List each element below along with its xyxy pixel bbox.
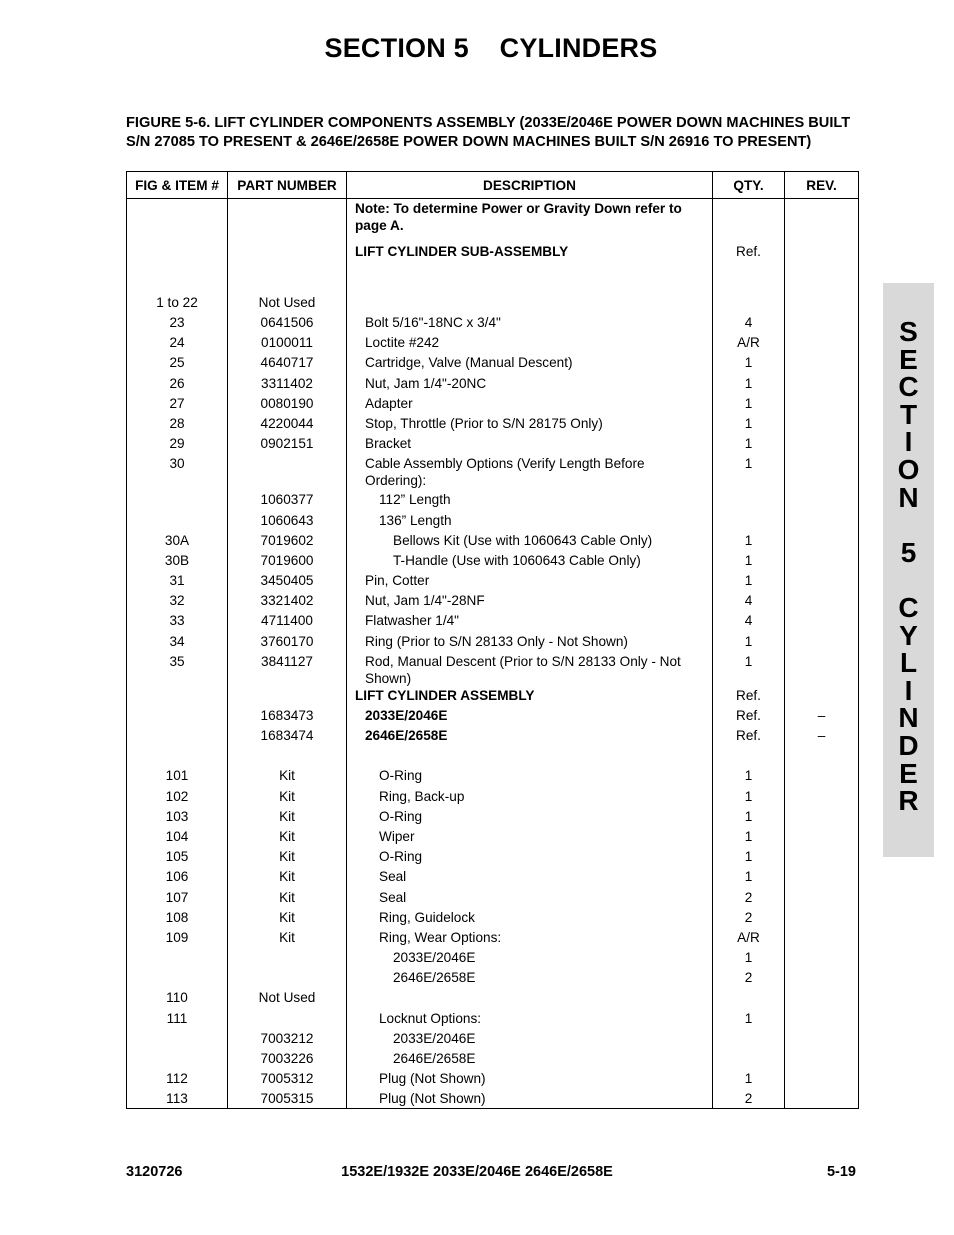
cell-qty: Ref. [713,727,785,747]
cell-desc: Loctite #242 [347,334,713,354]
cell-rev [785,909,859,929]
table-row [127,909,859,929]
cell-qty [713,199,785,235]
cell-qty: 2 [713,1090,785,1109]
cell-fig: 101 [127,747,228,787]
cell-fig: 24 [127,334,228,354]
cell-rev [785,435,859,455]
cell-desc: Wiper [347,828,713,848]
cell-rev [785,455,859,491]
column-header-rev: REV. [785,172,859,199]
cell-part [228,234,347,274]
table-row [127,415,859,435]
cell-fig: 1 to 22 [127,274,228,314]
table-row [127,1010,859,1030]
table-row [127,653,859,687]
cell-qty: 1 [713,747,785,787]
cell-fig [127,491,228,511]
table-row [127,929,859,949]
cell-fig: 106 [127,868,228,888]
cell-fig: 35 [127,653,228,687]
side-tab-label: S E C T I O N 5 C Y L I N D E R [897,316,920,817]
section-title: SECTION 5 CYLINDERS [324,33,658,63]
table-row [127,889,859,909]
cell-fig: 28 [127,415,228,435]
cell-fig: 29 [127,435,228,455]
column-header-desc: DESCRIPTION [347,172,713,199]
cell-qty: 1 [713,949,785,969]
cell-qty [713,989,785,1009]
cell-fig: 109 [127,929,228,949]
cell-rev [785,1090,859,1109]
cell-part [228,687,347,707]
cell-part: 1683474 [228,727,347,747]
cell-desc: 112” Length [347,491,713,511]
cell-qty [713,1030,785,1050]
cell-rev: – [785,727,859,747]
table-row [127,455,859,491]
cell-rev [785,415,859,435]
column-header-qty: QTY. [713,172,785,199]
cell-part: Kit [228,747,347,787]
cell-rev [785,868,859,888]
cell-desc: 136” Length [347,512,713,532]
cell-rev [785,612,859,632]
cell-part: 1683473 [228,707,347,727]
cell-desc: 2646E/2658E [347,727,713,747]
cell-desc [347,989,713,1009]
cell-rev [785,687,859,707]
cell-desc: Ring, Guidelock [347,909,713,929]
table-row [127,395,859,415]
cell-qty: Ref. [713,234,785,274]
cell-desc: O-Ring [347,808,713,828]
cell-desc: Nut, Jam 1/4"-20NC [347,375,713,395]
cell-rev [785,848,859,868]
cell-qty: 1 [713,848,785,868]
cell-fig: 30A [127,532,228,552]
cell-desc: LIFT CYLINDER ASSEMBLY [347,687,713,707]
cell-part: 3760170 [228,633,347,653]
cell-qty [713,1050,785,1070]
cell-part [228,1010,347,1030]
cell-rev [785,552,859,572]
cell-fig [127,1050,228,1070]
cell-fig: 30B [127,552,228,572]
cell-qty [713,274,785,314]
cell-rev [785,1070,859,1090]
table-row [127,989,859,1009]
cell-desc: Ring, Wear Options: [347,929,713,949]
cell-qty: 1 [713,455,785,491]
cell-desc: Cable Assembly Options (Verify Length Before Ordering): [347,455,713,491]
cell-fig: 103 [127,808,228,828]
cell-rev [785,354,859,374]
table-row [127,1050,859,1070]
cell-desc: Bellows Kit (Use with 1060643 Cable Only) [347,532,713,552]
cell-part [228,949,347,969]
column-header-fig: FIG & ITEM # [127,172,228,199]
cell-rev [785,199,859,235]
table-row [127,592,859,612]
cell-desc: O-Ring [347,848,713,868]
cell-desc: Seal [347,889,713,909]
table-row [127,314,859,334]
parts-table-body [127,199,859,1109]
cell-desc: Flatwasher 1/4" [347,612,713,632]
cell-fig: 102 [127,788,228,808]
cell-part: 7005315 [228,1090,347,1109]
cell-desc: 2033E/2046E [347,949,713,969]
table-row [127,848,859,868]
cell-desc: 2033E/2046E [347,1030,713,1050]
cell-part: 3450405 [228,572,347,592]
cell-part: Not Used [228,989,347,1009]
cell-rev [785,1010,859,1030]
cell-qty: 1 [713,633,785,653]
table-row [127,727,859,747]
cell-qty: 4 [713,314,785,334]
table-row [127,868,859,888]
table-row [127,375,859,395]
cell-part: 3321402 [228,592,347,612]
cell-rev [785,572,859,592]
cell-part: 3841127 [228,653,347,687]
cell-part: Kit [228,788,347,808]
table-row [127,1090,859,1109]
cell-part: Kit [228,828,347,848]
cell-fig: 113 [127,1090,228,1109]
cell-part: Kit [228,808,347,828]
table-row [127,532,859,552]
cell-desc: Bracket [347,435,713,455]
cell-fig: 108 [127,909,228,929]
cell-qty: 2 [713,889,785,909]
cell-desc: Pin, Cotter [347,572,713,592]
figure-caption: FIGURE 5-6. LIFT CYLINDER COMPONENTS ASSEMBLY (2033E/2046E POWER DOWN MACHINES BUILT S/N 27085 TO PRESENT & 2646E/2658E POWER DOWN MACHINES BUILT S/N 26916 TO PRESENT) [126,115,851,150]
cell-part: Kit [228,889,347,909]
table-row [127,1030,859,1050]
cell-qty: 1 [713,532,785,552]
table-row [127,512,859,532]
cell-desc: Cartridge, Valve (Manual Descent) [347,354,713,374]
cell-fig [127,707,228,727]
cell-qty: 1 [713,868,785,888]
table-row [127,274,859,314]
section-side-tab [883,283,934,857]
cell-desc: Plug (Not Shown) [347,1070,713,1090]
cell-qty: Ref. [713,687,785,707]
cell-qty: 1 [713,1070,785,1090]
cell-qty: 1 [713,1010,785,1030]
cell-qty [713,491,785,511]
cell-rev [785,1050,859,1070]
cell-rev [785,234,859,274]
table-row [127,612,859,632]
table-row [127,491,859,511]
cell-fig: 104 [127,828,228,848]
cell-desc: Bolt 5/16"-18NC x 3/4" [347,314,713,334]
cell-fig [127,949,228,969]
cell-part: 1060377 [228,491,347,511]
cell-part: 4640717 [228,354,347,374]
cell-rev [785,828,859,848]
cell-part: 7019600 [228,552,347,572]
cell-desc: Adapter [347,395,713,415]
table-row [127,199,859,235]
table-row [127,808,859,828]
cell-qty: 1 [713,653,785,687]
cell-qty: 1 [713,354,785,374]
table-row [127,552,859,572]
cell-fig: 105 [127,848,228,868]
cell-fig [127,969,228,989]
table-row [127,572,859,592]
cell-rev [785,592,859,612]
cell-qty: 1 [713,828,785,848]
cell-part: 4711400 [228,612,347,632]
cell-fig: 111 [127,1010,228,1030]
cell-part: 4220044 [228,415,347,435]
cell-rev [785,949,859,969]
cell-fig [127,687,228,707]
column-header-part: PART NUMBER [228,172,347,199]
parts-table [126,171,859,1109]
table-row [127,334,859,354]
cell-part: 3311402 [228,375,347,395]
table-row [127,788,859,808]
table-row [127,1070,859,1090]
cell-qty: 1 [713,788,785,808]
cell-desc: Ring (Prior to S/N 28133 Only - Not Shown) [347,633,713,653]
cell-part: Kit [228,848,347,868]
cell-desc [347,274,713,314]
cell-rev [785,314,859,334]
cell-part [228,199,347,235]
cell-qty: 1 [713,435,785,455]
cell-desc: Ring, Back-up [347,788,713,808]
cell-fig [127,234,228,274]
cell-fig [127,199,228,235]
cell-qty: 2 [713,969,785,989]
cell-qty: 4 [713,612,785,632]
cell-part: Kit [228,868,347,888]
cell-desc: O-Ring [347,747,713,787]
footer-page-number: 5-19 [826,1164,856,1180]
footer-models: 1532E/1932E 2033E/2046E 2646E/2658E [341,1164,613,1180]
cell-qty: A/R [713,334,785,354]
cell-part: 0641506 [228,314,347,334]
cell-desc: T-Handle (Use with 1060643 Cable Only) [347,552,713,572]
cell-part [228,455,347,491]
cell-part: 0902151 [228,435,347,455]
cell-part: 7003226 [228,1050,347,1070]
cell-rev: – [785,707,859,727]
cell-rev [785,1030,859,1050]
cell-rev [785,491,859,511]
cell-part: Kit [228,929,347,949]
cell-rev [785,747,859,787]
cell-desc: Locknut Options: [347,1010,713,1030]
cell-desc: 2646E/2658E [347,969,713,989]
table-row [127,949,859,969]
table-header-row [127,172,859,199]
cell-desc: LIFT CYLINDER SUB-ASSEMBLY [347,234,713,274]
cell-qty [713,512,785,532]
table-row [127,707,859,727]
cell-rev [785,512,859,532]
table-row [127,828,859,848]
table-row [127,633,859,653]
cell-qty: Ref. [713,707,785,727]
cell-fig [127,1030,228,1050]
cell-rev [785,653,859,687]
cell-desc: Note: To determine Power or Gravity Down refer to page A. [347,199,713,235]
cell-fig: 112 [127,1070,228,1090]
cell-fig: 32 [127,592,228,612]
cell-qty: 1 [713,415,785,435]
cell-fig: 33 [127,612,228,632]
cell-fig: 107 [127,889,228,909]
cell-qty: 2 [713,909,785,929]
cell-rev [785,969,859,989]
table-row [127,435,859,455]
cell-qty: 4 [713,592,785,612]
cell-desc: Plug (Not Shown) [347,1090,713,1109]
cell-desc: Stop, Throttle (Prior to S/N 28175 Only) [347,415,713,435]
cell-rev [785,788,859,808]
cell-rev [785,633,859,653]
table-row [127,687,859,707]
cell-part: Kit [228,909,347,929]
cell-rev [785,989,859,1009]
cell-rev [785,395,859,415]
table-row [127,234,859,274]
cell-desc: Nut, Jam 1/4"-28NF [347,592,713,612]
cell-part: 0080190 [228,395,347,415]
cell-fig: 27 [127,395,228,415]
cell-qty: 1 [713,808,785,828]
footer-document-number: 3120726 [126,1164,183,1180]
cell-fig: 34 [127,633,228,653]
table-row [127,354,859,374]
cell-qty: 1 [713,395,785,415]
cell-qty: 1 [713,572,785,592]
cell-part: 7019602 [228,532,347,552]
cell-qty: 1 [713,552,785,572]
cell-part: 1060643 [228,512,347,532]
cell-desc: Seal [347,868,713,888]
cell-fig: 110 [127,989,228,1009]
cell-desc: 2646E/2658E [347,1050,713,1070]
table-row [127,747,859,787]
cell-part: 0100011 [228,334,347,354]
cell-desc: 2033E/2046E [347,707,713,727]
cell-rev [785,889,859,909]
cell-fig: 30 [127,455,228,491]
cell-qty: 1 [713,375,785,395]
cell-rev [785,274,859,314]
cell-desc: Rod, Manual Descent (Prior to S/N 28133 Only - Not Shown) [347,653,713,687]
cell-fig: 25 [127,354,228,374]
cell-fig: 26 [127,375,228,395]
cell-rev [785,334,859,354]
cell-fig [127,727,228,747]
cell-qty: A/R [713,929,785,949]
cell-fig [127,512,228,532]
cell-part: Not Used [228,274,347,314]
cell-part [228,969,347,989]
cell-rev [785,929,859,949]
table-row [127,969,859,989]
cell-part: 7005312 [228,1070,347,1090]
cell-part: 7003212 [228,1030,347,1050]
cell-fig: 31 [127,572,228,592]
cell-rev [785,808,859,828]
cell-rev [785,532,859,552]
cell-rev [785,375,859,395]
cell-fig: 23 [127,314,228,334]
